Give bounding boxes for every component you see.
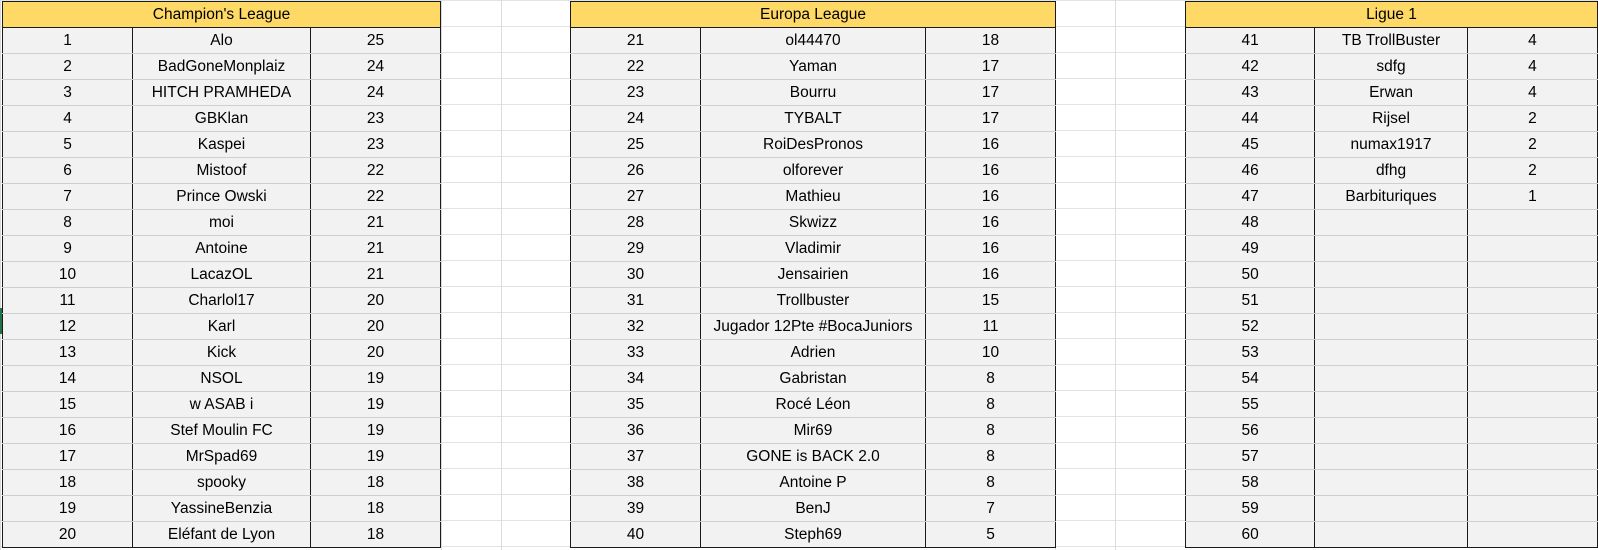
points-cell[interactable]: 4 bbox=[1467, 54, 1597, 80]
table-row bbox=[571, 288, 1056, 314]
points-cell[interactable]: 2 bbox=[1467, 158, 1597, 184]
player-name-cell[interactable]: Yaman bbox=[701, 54, 926, 80]
rank-cell[interactable]: 25 bbox=[571, 132, 701, 158]
player-name-cell[interactable] bbox=[1315, 262, 1468, 288]
player-name-cell[interactable]: dfhg bbox=[1315, 158, 1468, 184]
rank-cell[interactable]: 30 bbox=[571, 262, 701, 288]
rank-cell[interactable]: 20 bbox=[3, 522, 133, 548]
table-row bbox=[571, 418, 1056, 444]
points-cell[interactable]: 4 bbox=[1467, 80, 1597, 106]
table-row bbox=[3, 470, 441, 496]
points-cell[interactable]: 23 bbox=[311, 132, 441, 158]
rank-cell[interactable]: 46 bbox=[1186, 158, 1315, 184]
table-row bbox=[1186, 106, 1598, 132]
table-row bbox=[1186, 314, 1598, 340]
player-name-cell[interactable]: Antoine P bbox=[701, 470, 926, 496]
table-row bbox=[571, 236, 1056, 262]
player-name-cell[interactable]: Kick bbox=[133, 340, 311, 366]
points-cell[interactable]: 20 bbox=[311, 288, 441, 314]
points-cell[interactable] bbox=[1467, 314, 1597, 340]
points-cell[interactable]: 20 bbox=[311, 314, 441, 340]
table-row bbox=[1186, 236, 1598, 262]
points-cell[interactable]: 18 bbox=[311, 522, 441, 548]
points-cell[interactable]: 17 bbox=[926, 106, 1056, 132]
gridline bbox=[501, 0, 502, 550]
rank-cell[interactable]: 43 bbox=[1186, 80, 1315, 106]
player-name-cell[interactable]: Skwizz bbox=[701, 210, 926, 236]
player-name-cell[interactable]: YassineBenzia bbox=[133, 496, 311, 522]
rank-cell[interactable]: 42 bbox=[1186, 54, 1315, 80]
rank-cell[interactable]: 24 bbox=[571, 106, 701, 132]
table-row bbox=[571, 184, 1056, 210]
points-cell[interactable]: 18 bbox=[926, 28, 1056, 54]
player-name-cell[interactable]: Prince Owski bbox=[133, 184, 311, 210]
points-cell[interactable]: 8 bbox=[926, 470, 1056, 496]
points-cell[interactable]: 18 bbox=[311, 496, 441, 522]
table-row bbox=[3, 314, 441, 340]
points-cell[interactable]: 23 bbox=[311, 106, 441, 132]
rank-cell[interactable]: 2 bbox=[3, 54, 133, 80]
points-cell[interactable] bbox=[1467, 444, 1597, 470]
table-row bbox=[3, 496, 441, 522]
table-row bbox=[3, 392, 441, 418]
table-row bbox=[3, 288, 441, 314]
table-row bbox=[3, 184, 441, 210]
points-cell[interactable]: 4 bbox=[1467, 28, 1597, 54]
rank-cell[interactable]: 1 bbox=[3, 28, 133, 54]
rank-cell[interactable]: 28 bbox=[571, 210, 701, 236]
points-cell[interactable] bbox=[1467, 418, 1597, 444]
points-cell[interactable]: 2 bbox=[1467, 132, 1597, 158]
points-cell[interactable]: 2 bbox=[1467, 106, 1597, 132]
rank-cell[interactable]: 17 bbox=[3, 444, 133, 470]
rank-cell[interactable]: 52 bbox=[1186, 314, 1315, 340]
points-cell[interactable]: 16 bbox=[926, 210, 1056, 236]
player-name-cell[interactable]: Karl bbox=[133, 314, 311, 340]
table-row bbox=[3, 418, 441, 444]
points-cell[interactable] bbox=[1467, 496, 1597, 522]
table-row bbox=[1186, 496, 1598, 522]
rank-cell[interactable]: 53 bbox=[1186, 340, 1315, 366]
player-name-cell[interactable]: Mir69 bbox=[701, 418, 926, 444]
points-cell[interactable]: 16 bbox=[926, 262, 1056, 288]
points-cell[interactable]: 15 bbox=[926, 288, 1056, 314]
points-cell[interactable] bbox=[1467, 470, 1597, 496]
player-name-cell[interactable] bbox=[1315, 236, 1468, 262]
points-cell[interactable] bbox=[1467, 392, 1597, 418]
table-row bbox=[3, 54, 441, 80]
points-cell[interactable]: 21 bbox=[311, 210, 441, 236]
rank-cell[interactable]: 60 bbox=[1186, 522, 1315, 548]
points-cell[interactable] bbox=[1467, 236, 1597, 262]
rank-cell[interactable]: 56 bbox=[1186, 418, 1315, 444]
player-name-cell[interactable]: Rijsel bbox=[1315, 106, 1468, 132]
player-name-cell[interactable] bbox=[1315, 470, 1468, 496]
table-row bbox=[1186, 28, 1598, 54]
table-row bbox=[571, 340, 1056, 366]
rank-cell[interactable]: 50 bbox=[1186, 262, 1315, 288]
points-cell[interactable]: 8 bbox=[926, 418, 1056, 444]
gridline bbox=[1115, 0, 1116, 550]
player-name-cell[interactable]: spooky bbox=[133, 470, 311, 496]
points-cell[interactable]: 24 bbox=[311, 80, 441, 106]
player-name-cell[interactable] bbox=[1315, 496, 1468, 522]
player-name-cell[interactable]: Jugador 12Pte #BocaJuniors bbox=[701, 314, 926, 340]
table-row bbox=[1186, 340, 1598, 366]
player-name-cell[interactable]: Gabristan bbox=[701, 366, 926, 392]
rank-cell[interactable]: 11 bbox=[3, 288, 133, 314]
rank-cell[interactable]: 14 bbox=[3, 366, 133, 392]
points-cell[interactable] bbox=[1467, 366, 1597, 392]
player-name-cell[interactable] bbox=[1315, 288, 1468, 314]
table-row bbox=[1186, 470, 1598, 496]
rank-cell[interactable]: 35 bbox=[571, 392, 701, 418]
points-cell[interactable]: 21 bbox=[311, 262, 441, 288]
player-name-cell[interactable]: Alo bbox=[133, 28, 311, 54]
points-cell[interactable]: 10 bbox=[926, 340, 1056, 366]
points-cell[interactable]: 22 bbox=[311, 184, 441, 210]
player-name-cell[interactable]: GONE is BACK 2.0 bbox=[701, 444, 926, 470]
rank-cell[interactable]: 32 bbox=[571, 314, 701, 340]
rank-cell[interactable]: 21 bbox=[571, 28, 701, 54]
player-name-cell[interactable]: TB TrollBuster bbox=[1315, 28, 1468, 54]
points-cell[interactable]: 20 bbox=[311, 340, 441, 366]
player-name-cell[interactable]: Steph69 bbox=[701, 522, 926, 548]
rank-cell[interactable]: 51 bbox=[1186, 288, 1315, 314]
rank-cell[interactable]: 22 bbox=[571, 54, 701, 80]
points-cell[interactable]: 19 bbox=[311, 444, 441, 470]
rank-cell[interactable]: 29 bbox=[571, 236, 701, 262]
player-name-cell[interactable]: RoiDesPronos bbox=[701, 132, 926, 158]
table-row bbox=[571, 80, 1056, 106]
player-name-cell[interactable]: Rocé Léon bbox=[701, 392, 926, 418]
points-cell[interactable]: 17 bbox=[926, 54, 1056, 80]
table-row bbox=[571, 28, 1056, 54]
rank-cell[interactable]: 55 bbox=[1186, 392, 1315, 418]
rank-cell[interactable]: 27 bbox=[571, 184, 701, 210]
rank-cell[interactable]: 49 bbox=[1186, 236, 1315, 262]
points-cell[interactable] bbox=[1467, 522, 1597, 548]
player-name-cell[interactable]: HITCH PRAMHEDA bbox=[133, 80, 311, 106]
rank-cell[interactable]: 6 bbox=[3, 158, 133, 184]
player-name-cell[interactable]: Stef Moulin FC bbox=[133, 418, 311, 444]
rank-cell[interactable]: 18 bbox=[3, 470, 133, 496]
player-name-cell[interactable]: w ASAB i bbox=[133, 392, 311, 418]
points-cell[interactable] bbox=[1467, 210, 1597, 236]
table-title[interactable]: Europa League bbox=[571, 2, 1056, 28]
points-cell[interactable]: 16 bbox=[926, 184, 1056, 210]
rank-cell[interactable]: 48 bbox=[1186, 210, 1315, 236]
player-name-cell[interactable]: MrSpad69 bbox=[133, 444, 311, 470]
points-cell[interactable]: 16 bbox=[926, 236, 1056, 262]
rank-cell[interactable]: 13 bbox=[3, 340, 133, 366]
points-cell[interactable]: 16 bbox=[926, 158, 1056, 184]
player-name-cell[interactable]: BenJ bbox=[701, 496, 926, 522]
table-row bbox=[1186, 210, 1598, 236]
table-row bbox=[1186, 54, 1598, 80]
rank-cell[interactable]: 33 bbox=[571, 340, 701, 366]
table-row bbox=[3, 366, 441, 392]
table-row bbox=[571, 392, 1056, 418]
table-row bbox=[1186, 392, 1598, 418]
table-row bbox=[571, 158, 1056, 184]
rank-cell[interactable]: 16 bbox=[3, 418, 133, 444]
table-row bbox=[3, 262, 441, 288]
player-name-cell[interactable]: Bourru bbox=[701, 80, 926, 106]
points-cell[interactable]: 16 bbox=[926, 132, 1056, 158]
table-row bbox=[3, 106, 441, 132]
player-name-cell[interactable]: olforever bbox=[701, 158, 926, 184]
points-cell[interactable]: 18 bbox=[311, 470, 441, 496]
player-name-cell[interactable]: numax1917 bbox=[1315, 132, 1468, 158]
points-cell[interactable] bbox=[1467, 288, 1597, 314]
rank-cell[interactable]: 4 bbox=[3, 106, 133, 132]
table-row bbox=[1186, 522, 1598, 548]
player-name-cell[interactable] bbox=[1315, 522, 1468, 548]
rank-cell[interactable]: 9 bbox=[3, 236, 133, 262]
rank-cell[interactable]: 15 bbox=[3, 392, 133, 418]
table-row bbox=[571, 132, 1056, 158]
rank-cell[interactable]: 38 bbox=[571, 470, 701, 496]
rank-cell[interactable]: 44 bbox=[1186, 106, 1315, 132]
points-cell[interactable]: 24 bbox=[311, 54, 441, 80]
table-row bbox=[1186, 80, 1598, 106]
player-name-cell[interactable] bbox=[1315, 418, 1468, 444]
player-name-cell[interactable]: GBKlan bbox=[133, 106, 311, 132]
points-cell[interactable]: 7 bbox=[926, 496, 1056, 522]
table-row bbox=[1186, 444, 1598, 470]
rank-cell[interactable]: 8 bbox=[3, 210, 133, 236]
points-cell[interactable]: 8 bbox=[926, 392, 1056, 418]
points-cell[interactable]: 17 bbox=[926, 80, 1056, 106]
table-row bbox=[571, 366, 1056, 392]
rank-cell[interactable]: 19 bbox=[3, 496, 133, 522]
player-name-cell[interactable]: Kaspei bbox=[133, 132, 311, 158]
points-cell[interactable]: 11 bbox=[926, 314, 1056, 340]
table-row bbox=[571, 210, 1056, 236]
table-row bbox=[571, 54, 1056, 80]
points-cell[interactable]: 19 bbox=[311, 418, 441, 444]
points-cell[interactable]: 21 bbox=[311, 236, 441, 262]
table-row bbox=[3, 340, 441, 366]
rank-cell[interactable]: 3 bbox=[3, 80, 133, 106]
table-row bbox=[571, 106, 1056, 132]
table-row bbox=[571, 496, 1056, 522]
table-row bbox=[1186, 132, 1598, 158]
rank-cell[interactable]: 23 bbox=[571, 80, 701, 106]
player-name-cell[interactable]: Mistoof bbox=[133, 158, 311, 184]
points-cell[interactable]: 22 bbox=[311, 158, 441, 184]
player-name-cell[interactable]: Trollbuster bbox=[701, 288, 926, 314]
table-row bbox=[1186, 184, 1598, 210]
table-row bbox=[1186, 366, 1598, 392]
player-name-cell[interactable]: NSOL bbox=[133, 366, 311, 392]
table-row bbox=[3, 522, 441, 548]
rank-cell[interactable]: 58 bbox=[1186, 470, 1315, 496]
gridline bbox=[441, 0, 442, 550]
rank-cell[interactable]: 34 bbox=[571, 366, 701, 392]
player-name-cell[interactable]: Barbituriques bbox=[1315, 184, 1468, 210]
player-name-cell[interactable]: Antoine bbox=[133, 236, 311, 262]
active-cell-indicator bbox=[0, 308, 2, 334]
table-row bbox=[3, 80, 441, 106]
player-name-cell[interactable]: Adrien bbox=[701, 340, 926, 366]
points-cell[interactable]: 8 bbox=[926, 444, 1056, 470]
table-row bbox=[1186, 288, 1598, 314]
points-cell[interactable]: 1 bbox=[1467, 184, 1597, 210]
points-cell[interactable] bbox=[1467, 262, 1597, 288]
rank-cell[interactable]: 57 bbox=[1186, 444, 1315, 470]
rank-cell[interactable]: 54 bbox=[1186, 366, 1315, 392]
points-cell[interactable] bbox=[1467, 340, 1597, 366]
rank-cell[interactable]: 26 bbox=[571, 158, 701, 184]
player-name-cell[interactable]: Mathieu bbox=[701, 184, 926, 210]
rank-cell[interactable]: 5 bbox=[3, 132, 133, 158]
player-name-cell[interactable]: sdfg bbox=[1315, 54, 1468, 80]
table-row bbox=[571, 262, 1056, 288]
table-row bbox=[3, 444, 441, 470]
points-cell[interactable]: 25 bbox=[311, 28, 441, 54]
player-name-cell[interactable]: ol44470 bbox=[701, 28, 926, 54]
points-cell[interactable]: 5 bbox=[926, 522, 1056, 548]
player-name-cell[interactable] bbox=[1315, 314, 1468, 340]
points-cell[interactable]: 19 bbox=[311, 366, 441, 392]
rank-cell[interactable]: 47 bbox=[1186, 184, 1315, 210]
player-name-cell[interactable] bbox=[1315, 444, 1468, 470]
rank-cell[interactable]: 41 bbox=[1186, 28, 1315, 54]
table-row bbox=[3, 28, 441, 54]
table-row bbox=[3, 210, 441, 236]
table-title[interactable]: Champion's League bbox=[3, 2, 441, 28]
rank-cell[interactable]: 31 bbox=[571, 288, 701, 314]
rank-cell[interactable]: 45 bbox=[1186, 132, 1315, 158]
rank-cell[interactable]: 36 bbox=[571, 418, 701, 444]
rank-cell[interactable]: 7 bbox=[3, 184, 133, 210]
player-name-cell[interactable] bbox=[1315, 392, 1468, 418]
rank-cell[interactable]: 37 bbox=[571, 444, 701, 470]
player-name-cell[interactable]: Eléfant de Lyon bbox=[133, 522, 311, 548]
player-name-cell[interactable] bbox=[1315, 210, 1468, 236]
player-name-cell[interactable]: Jensairien bbox=[701, 262, 926, 288]
table-row bbox=[1186, 262, 1598, 288]
rank-cell[interactable]: 40 bbox=[571, 522, 701, 548]
champions-league-table bbox=[2, 1, 441, 548]
rank-cell[interactable]: 59 bbox=[1186, 496, 1315, 522]
player-name-cell[interactable] bbox=[1315, 366, 1468, 392]
table-title[interactable]: Ligue 1 bbox=[1186, 2, 1598, 28]
player-name-cell[interactable]: LacazOL bbox=[133, 262, 311, 288]
points-cell[interactable]: 19 bbox=[311, 392, 441, 418]
table-row bbox=[571, 444, 1056, 470]
player-name-cell[interactable]: moi bbox=[133, 210, 311, 236]
ligue-1-table bbox=[1185, 1, 1598, 548]
table-row bbox=[571, 470, 1056, 496]
table-row bbox=[3, 158, 441, 184]
player-name-cell[interactable] bbox=[1315, 340, 1468, 366]
player-name-cell[interactable]: Erwan bbox=[1315, 80, 1468, 106]
table-row bbox=[571, 522, 1056, 548]
table-row bbox=[571, 314, 1056, 340]
player-name-cell[interactable]: Charlol17 bbox=[133, 288, 311, 314]
player-name-cell[interactable]: Vladimir bbox=[701, 236, 926, 262]
rank-cell[interactable]: 10 bbox=[3, 262, 133, 288]
table-row bbox=[3, 132, 441, 158]
player-name-cell[interactable]: TYBALT bbox=[701, 106, 926, 132]
player-name-cell[interactable]: BadGoneMonplaiz bbox=[133, 54, 311, 80]
rank-cell[interactable]: 12 bbox=[3, 314, 133, 340]
points-cell[interactable]: 8 bbox=[926, 366, 1056, 392]
europa-league-table bbox=[570, 1, 1056, 548]
table-row bbox=[3, 236, 441, 262]
table-row bbox=[1186, 158, 1598, 184]
table-row bbox=[1186, 418, 1598, 444]
rank-cell[interactable]: 39 bbox=[571, 496, 701, 522]
